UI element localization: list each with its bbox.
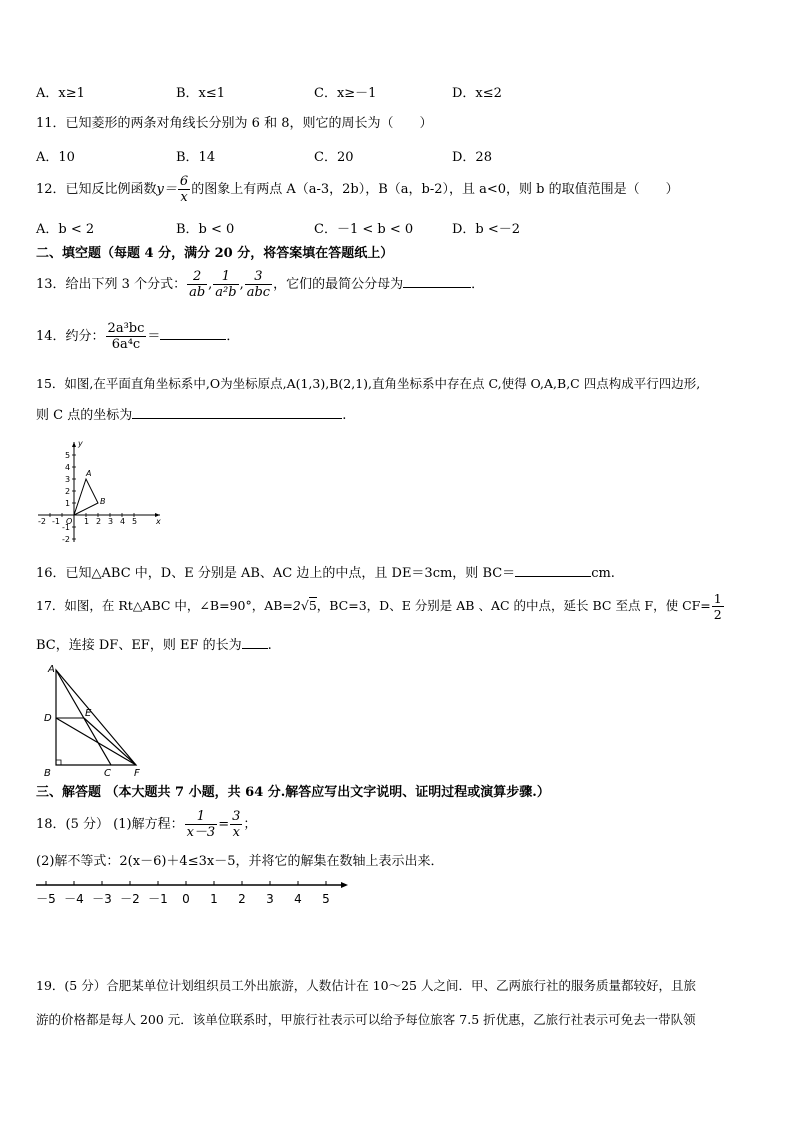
- point-d-label: D: [44, 713, 52, 724]
- number-line-label: －4: [64, 892, 84, 906]
- segment-df: [56, 718, 136, 765]
- y-axis-label: y: [78, 439, 83, 448]
- number-line-label: 2: [238, 892, 246, 906]
- q13-stem: 13．给出下列 3 个分式： $\frac{2}{ab}$ , $\frac{1}{\text{a²b}}$ , $\frac{3}{\text{abc}}$ ，它们的最简公分母为 ．: [36, 269, 485, 300]
- q12-frac-den: x: [180, 190, 188, 205]
- q13-end: ．: [471, 277, 485, 292]
- number-line-label: 1: [210, 892, 218, 906]
- y-tick-label: 3: [65, 475, 71, 484]
- x-tick-label: -2: [38, 517, 46, 526]
- q17-sqrt-radicand: 5: [308, 598, 317, 613]
- q14-pre: 14．约分：: [36, 329, 105, 344]
- q17-fraction: [712, 591, 724, 622]
- q12-option-c: C．－1 < b < 0: [314, 222, 414, 237]
- q17-pre: 17．如图，在 Rt△ABC 中，∠B=90°，AB=: [36, 598, 293, 613]
- x-axis-label: x: [156, 517, 161, 526]
- x-tick-label: 1: [84, 517, 90, 526]
- q10-option-b: B．x≤1: [176, 86, 226, 101]
- q15-line-2: [36, 404, 346, 426]
- y-tick-label: -2: [62, 535, 70, 544]
- q13-f1-num: 2: [187, 269, 207, 285]
- q14-stem: [36, 316, 239, 358]
- q11-option-d: D．28: [452, 150, 492, 165]
- q13-answer-blank[interactable]: [403, 273, 471, 288]
- q17-line-1: [36, 586, 725, 626]
- q18-rhs-fraction: [230, 809, 242, 840]
- q18-lhs-fraction: [185, 809, 218, 840]
- point-e-label: E: [85, 708, 92, 719]
- q13-f1-den: ab: [189, 285, 206, 300]
- q16-stem: [36, 562, 615, 584]
- q15-answer-blank[interactable]: [132, 404, 342, 419]
- q12-stem: [36, 170, 679, 210]
- number-line-label: 0: [182, 892, 190, 906]
- q11-stem: 11．已知菱形的两条对角线长分别为 6 和 8，则它的周长为（ ）: [36, 116, 433, 131]
- segment-ef: [84, 718, 136, 765]
- section-2-heading: 二、填空题（每题 4 分，满分 20 分，将答案填在答题纸上）: [36, 246, 394, 261]
- q11-option-b: B．14: [176, 150, 216, 165]
- q13-f3-den: abc: [246, 285, 271, 300]
- q18-lhs-num: 1: [185, 809, 218, 825]
- q17-triangle-figure: [36, 662, 148, 778]
- q15-line-1: 15．如图,在平面直角坐标系中,O为坐标原点,A(1,3),B(2,1),直角坐标系中存在点 C,使得 O,A,B,C 四点构成平行四边形,: [36, 376, 701, 391]
- x-tick-label: 2: [96, 517, 102, 526]
- y-tick-label: 5: [65, 451, 71, 460]
- number-line-label: 4: [294, 892, 302, 906]
- y-tick-label: 2: [65, 487, 71, 496]
- number-line-label: 5: [322, 892, 330, 906]
- q12-pre: 12．已知反比例函数: [36, 182, 157, 197]
- q17-mid: ，BC=3，D、E 分别是 AB 、AC 的中点，延长 BC 至点 F，使 CF=: [316, 598, 711, 613]
- q14-num: 2a³bc: [107, 321, 145, 336]
- q18-rhs-num: 3: [232, 809, 241, 824]
- q11-option-a: A．10: [36, 150, 75, 165]
- q13-f3-num: 3: [245, 269, 272, 285]
- q13-post: ，它们的最简公分母为: [273, 277, 404, 292]
- q10-option-a: A．x≥1: [36, 86, 85, 101]
- q15-end: .: [342, 408, 347, 423]
- q13-fraction-2: [213, 269, 238, 300]
- q17-frac-den: 2: [713, 607, 722, 622]
- q18-end: ；: [243, 817, 257, 832]
- q15-coordinate-figure: [36, 438, 166, 548]
- q18-part-2: (2)解不等式：2(x－6)＋4≤3x－5，并将它的解集在数轴上表示出来．: [36, 854, 444, 869]
- q14-den: 6a⁴c: [111, 337, 141, 352]
- q17-answer-blank[interactable]: [242, 634, 268, 649]
- point-a-label: A: [48, 664, 55, 675]
- triangle-oab: [74, 479, 98, 515]
- q11-option-c: C．20: [314, 150, 354, 165]
- point-b-label: B: [100, 497, 106, 506]
- sqrt-sign: √: [300, 598, 309, 613]
- q13-pre: 13．给出下列 3 个分式：: [36, 277, 187, 292]
- origin-label: O: [66, 517, 73, 526]
- q13-fraction-3: [245, 269, 272, 300]
- q10-option-c: C．x≥－1: [314, 86, 377, 101]
- number-line-label: －3: [92, 892, 112, 906]
- q12-fraction: [178, 174, 190, 205]
- q13-fraction-1: [187, 269, 207, 300]
- point-b-label: B: [44, 768, 51, 778]
- q17-line-2: [36, 634, 272, 656]
- y-tick-label: -1: [62, 523, 70, 532]
- x-tick-label: -1: [52, 517, 60, 526]
- q17-sqrt-coef: 2: [292, 598, 301, 613]
- q17-end: .: [267, 638, 272, 653]
- q14-answer-blank[interactable]: [160, 325, 226, 340]
- q12-option-d: D．b <－2: [452, 222, 521, 237]
- q17-line-2-text: BC，连接 DF、EF，则 EF 的长为: [36, 638, 242, 653]
- number-line-label: 3: [266, 892, 274, 906]
- q13-f2-den: a²b: [215, 285, 237, 300]
- q12-y-eq: y＝: [156, 182, 177, 197]
- q15-line-2-text: 则 C 点的坐标为: [36, 408, 133, 423]
- q18-lhs-den: x－3: [186, 825, 216, 840]
- y-tick-label: 1: [65, 499, 71, 508]
- q12-post: 的图象上有两点 A（a-3，2b），B（a，b-2），且 a<0，则 b 的取值范围是（ ）: [191, 182, 679, 197]
- q18-eq: =: [218, 817, 230, 832]
- point-c-label: C: [104, 768, 111, 778]
- q14-fraction: [106, 321, 147, 352]
- q12-option-a: A．b < 2: [36, 222, 95, 237]
- q19-line-2: 游的价格都是每人 200 元．该单位联系时，甲旅行社表示可以给予每位旅客 7.5 折优惠，乙旅行社表示可免去一带队领: [36, 1012, 696, 1027]
- number-line-label: －2: [120, 892, 140, 906]
- q16-text: 16．已知△ABC 中，D、E 分别是 AB、AC 边上的中点，且 DE＝3cm，则 BC＝: [36, 566, 516, 581]
- q12-frac-num: 6: [179, 174, 189, 189]
- number-line-label: －1: [148, 892, 168, 906]
- q17-frac-num: 1: [713, 591, 722, 606]
- x-tick-label: 4: [120, 517, 126, 526]
- point-a-label: A: [86, 469, 92, 478]
- x-tick-label: 5: [132, 517, 138, 526]
- section-3-heading: 三、解答题 （本大题共 7 小题，共 64 分.解答应写出文字说明、证明过程或演算步骤.）: [36, 785, 550, 800]
- right-angle-mark: [56, 760, 61, 765]
- x-tick-label: 3: [108, 517, 114, 526]
- q16-answer-blank[interactable]: [515, 562, 591, 577]
- q18-pre: 18．(5 分） (1)解方程：: [36, 817, 184, 832]
- q16-end: cm.: [591, 566, 615, 581]
- y-axis-arrow: [72, 442, 76, 447]
- q13-f2-num: 1: [213, 269, 238, 285]
- q18-part-1: [36, 804, 256, 846]
- number-line: [34, 876, 354, 910]
- q14-end: ．: [226, 329, 240, 344]
- y-tick-label: 4: [65, 463, 71, 472]
- q18-rhs-den: x: [232, 825, 240, 840]
- point-f-label: F: [134, 768, 140, 778]
- q19-line-1: 19．(5 分）合肥某单位计划组织员工外出旅游，人数估计在 10～25 人之间．甲、乙两旅行社的服务质量都较好，且旅: [36, 978, 696, 993]
- q12-option-b: B．b < 0: [176, 222, 235, 237]
- q10-option-d: D．x≤2: [452, 86, 502, 101]
- number-line-arrow: [341, 882, 348, 888]
- number-line-label: －5: [36, 892, 56, 906]
- q14-eq: ＝: [147, 329, 161, 344]
